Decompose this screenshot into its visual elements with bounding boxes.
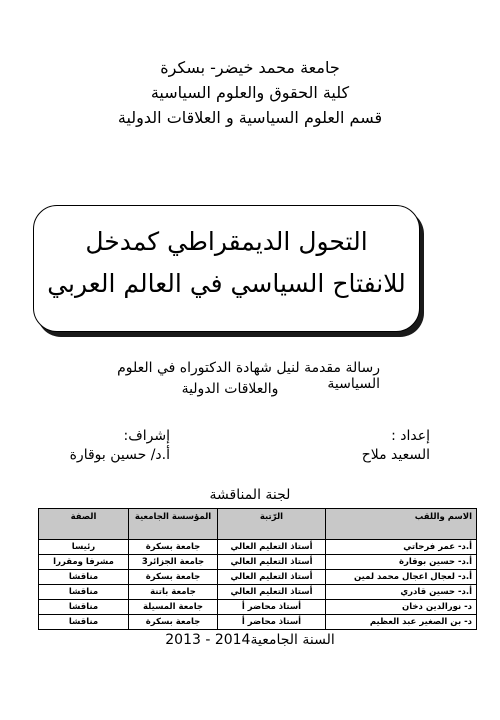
member-university: جامعة الجزائر3 (129, 555, 218, 570)
title-box (33, 205, 420, 332)
table-row (39, 540, 477, 555)
academic-year-value: 2013 - 2014 (165, 632, 251, 648)
university-name: جامعة محمد خيضر- بسكرة (160, 58, 340, 77)
member-role: رئيسا (39, 540, 129, 555)
table-row (39, 570, 477, 585)
member-rank: أستاذ محاضر أ (218, 600, 326, 615)
thesis-title-line-2: للانفتاح السياسي في العالم العربي (47, 269, 406, 298)
table-row (39, 555, 477, 570)
thesis-title-line-1: التحول الديمقراطي كمدخل (85, 227, 368, 256)
thesis-description-line-1: رسالة مقدمة لنيل شهادة الدكتوراه في العلوم السياسية (117, 360, 380, 392)
member-university: جامعة باتنة (129, 585, 218, 600)
table-row (39, 585, 477, 600)
member-rank: أستاذ التعليم العالي (218, 540, 326, 555)
prepared-by-label: إعداد : (391, 428, 430, 444)
member-university: جامعة بسكرة (129, 570, 218, 585)
header-role: الصفة (39, 509, 129, 540)
header-university: المؤسسة الجامعية (129, 509, 218, 540)
prepared-by-name: السعيد ملاح (361, 447, 430, 463)
thesis-description-line-2: والعلاقات الدولية (181, 381, 279, 397)
member-role: مشرفا ومقررا (39, 555, 129, 570)
department-name: قسم العلوم السياسية و العلاقات الدولية (117, 108, 383, 127)
member-role: مناقشا (39, 585, 129, 600)
member-university: جامعة بسكرة (129, 615, 218, 630)
committee-table (38, 508, 477, 630)
member-name: أ.د- حسين بوقارة (326, 555, 477, 570)
member-rank: أستاذ التعليم العالي (218, 555, 326, 570)
supervisor-name: أ.د/ حسين بوقارة (69, 447, 170, 463)
member-rank: أستاذ التعليم العالي (218, 570, 326, 585)
header-name: الاسم واللقب (326, 509, 477, 540)
supervisor-label: إشراف: (123, 428, 170, 444)
member-name: د- بن الصغير عبد العظيم (326, 615, 477, 630)
member-name: أ.د- لعجال اعجال محمد لمين (326, 570, 477, 585)
member-name: أ.د- عمر فرحاتي (326, 540, 477, 555)
committee-title: لجنة المناقشة (209, 487, 291, 503)
member-university: جامعة المسيلة (129, 600, 218, 615)
table-row (39, 615, 477, 630)
member-rank: أستاذ محاضر أ (218, 615, 326, 630)
member-role: مناقشا (39, 570, 129, 585)
member-name: أ.د- حسين قادري (326, 585, 477, 600)
committee-table-header-row (39, 509, 477, 540)
faculty-name: كلية الحقوق والعلوم السياسية (150, 83, 350, 102)
academic-year (0, 632, 500, 648)
member-role: مناقشا (39, 615, 129, 630)
member-role: مناقشا (39, 600, 129, 615)
member-rank: أستاذ التعليم العالي (218, 585, 326, 600)
table-row (39, 600, 477, 615)
member-university: جامعة بسكرة (129, 540, 218, 555)
header-rank: الرّتبة (218, 509, 326, 540)
member-name: د- نورالدين دخان (326, 600, 477, 615)
academic-year-label: السنة الجامعية (250, 632, 335, 648)
